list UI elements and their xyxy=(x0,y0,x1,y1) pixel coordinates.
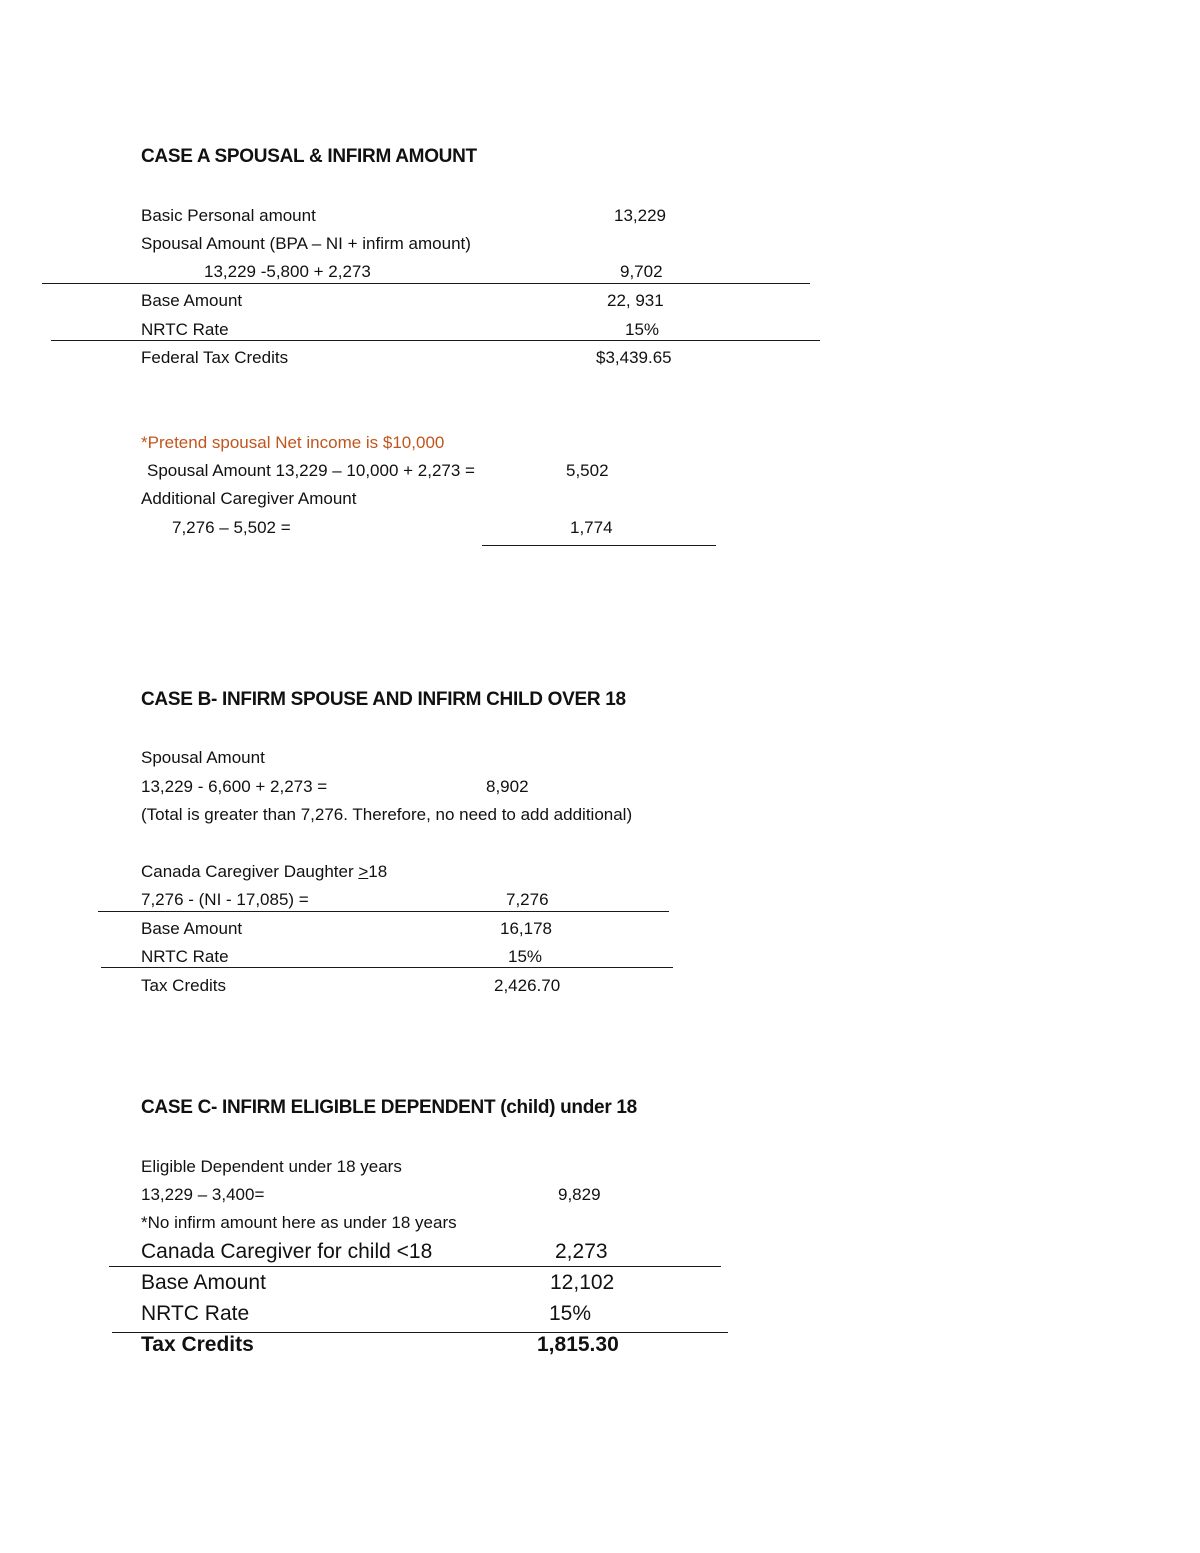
case-b-spousal-calc: 13,229 - 6,600 + 2,273 = xyxy=(141,777,328,796)
caregiver-label-age: 18 xyxy=(368,862,388,881)
case-b-credits-value: 2,426.70 xyxy=(494,976,561,995)
case-c-base-label: Base Amount xyxy=(141,1271,266,1294)
spousal-amount-label: Spousal Amount (BPA – NI + infirm amount) xyxy=(141,234,471,253)
additional-caregiver-calc: 7,276 – 5,502 = xyxy=(172,518,291,537)
alt-spousal-label: Spousal Amount 13,229 – 10,000 + 2,273 = xyxy=(147,461,475,480)
case-b-heading: CASE B- INFIRM SPOUSE AND INFIRM CHILD OVER 18 xyxy=(141,689,626,710)
case-b-spousal-value: 8,902 xyxy=(486,777,529,796)
case-c-credits-value: 1,815.30 xyxy=(537,1333,619,1356)
eligible-dependent-value: 9,829 xyxy=(558,1185,601,1204)
alt-spousal-value: 5,502 xyxy=(566,461,609,480)
case-c-nrtc-value: 15% xyxy=(549,1302,592,1325)
case-b-caregiver-value: 7,276 xyxy=(506,890,549,909)
case-b-spousal-label: Spousal Amount xyxy=(141,748,265,767)
case-a-rule-1 xyxy=(42,283,810,284)
case-c-caregiver-value: 2,273 xyxy=(555,1240,608,1263)
case-b-nrtc-label: NRTC Rate xyxy=(141,947,229,966)
case-a-base-value: 22, 931 xyxy=(607,291,664,310)
case-a-credits-label: Federal Tax Credits xyxy=(141,348,289,367)
pretend-note: *Pretend spousal Net income is $10,000 xyxy=(141,433,445,452)
eligible-dependent-label: Eligible Dependent under 18 years xyxy=(141,1157,402,1176)
no-infirm-note: *No infirm amount here as under 18 years xyxy=(141,1213,457,1232)
spousal-calc-label: 13,229 -5,800 + 2,273 xyxy=(204,262,371,281)
canada-caregiver-daughter-label xyxy=(141,863,387,880)
case-b-spousal-note: (Total is greater than 7,276. Therefore, no need to add additional) xyxy=(141,805,633,824)
case-a-nrtc-label: NRTC Rate xyxy=(141,320,229,339)
case-a-rule-2 xyxy=(51,340,820,341)
additional-caregiver-value: 1,774 xyxy=(570,518,613,537)
additional-caregiver-label: Additional Caregiver Amount xyxy=(141,489,357,508)
case-c-rule-1 xyxy=(109,1266,721,1267)
case-a-base-label: Base Amount xyxy=(141,291,243,310)
bpa-label: Basic Personal amount xyxy=(141,206,316,225)
case-b-rule-2 xyxy=(101,967,673,968)
case-c-heading: CASE C- INFIRM ELIGIBLE DEPENDENT (child) under 18 xyxy=(141,1097,637,1118)
case-b-rule-1 xyxy=(98,911,669,912)
case-a-rule-3 xyxy=(482,545,716,546)
case-a-heading: CASE A SPOUSAL & INFIRM AMOUNT xyxy=(141,146,477,167)
case-b-nrtc-value: 15% xyxy=(508,947,543,966)
case-b-caregiver-calc: 7,276 - (NI - 17,085) = xyxy=(141,890,309,909)
bpa-value: 13,229 xyxy=(614,206,666,225)
case-c-nrtc-label: NRTC Rate xyxy=(141,1302,250,1325)
case-c-credits-label: Tax Credits xyxy=(141,1333,254,1356)
eligible-dependent-calc: 13,229 – 3,400= xyxy=(141,1185,265,1204)
case-b-credits-label: Tax Credits xyxy=(141,976,227,995)
case-b-base-label: Base Amount xyxy=(141,919,243,938)
case-a-credits-value: $3,439.65 xyxy=(596,348,672,367)
case-b-base-value: 16,178 xyxy=(500,919,552,938)
caregiver-label-text: Canada Caregiver Daughter xyxy=(141,862,359,881)
case-c-base-value: 12,102 xyxy=(550,1271,615,1294)
spousal-calc-value: 9,702 xyxy=(620,262,663,281)
case-a-nrtc-value: 15% xyxy=(625,320,660,339)
caregiver-ge-symbol: > xyxy=(358,862,369,881)
case-c-caregiver-label: Canada Caregiver for child <18 xyxy=(141,1240,433,1263)
